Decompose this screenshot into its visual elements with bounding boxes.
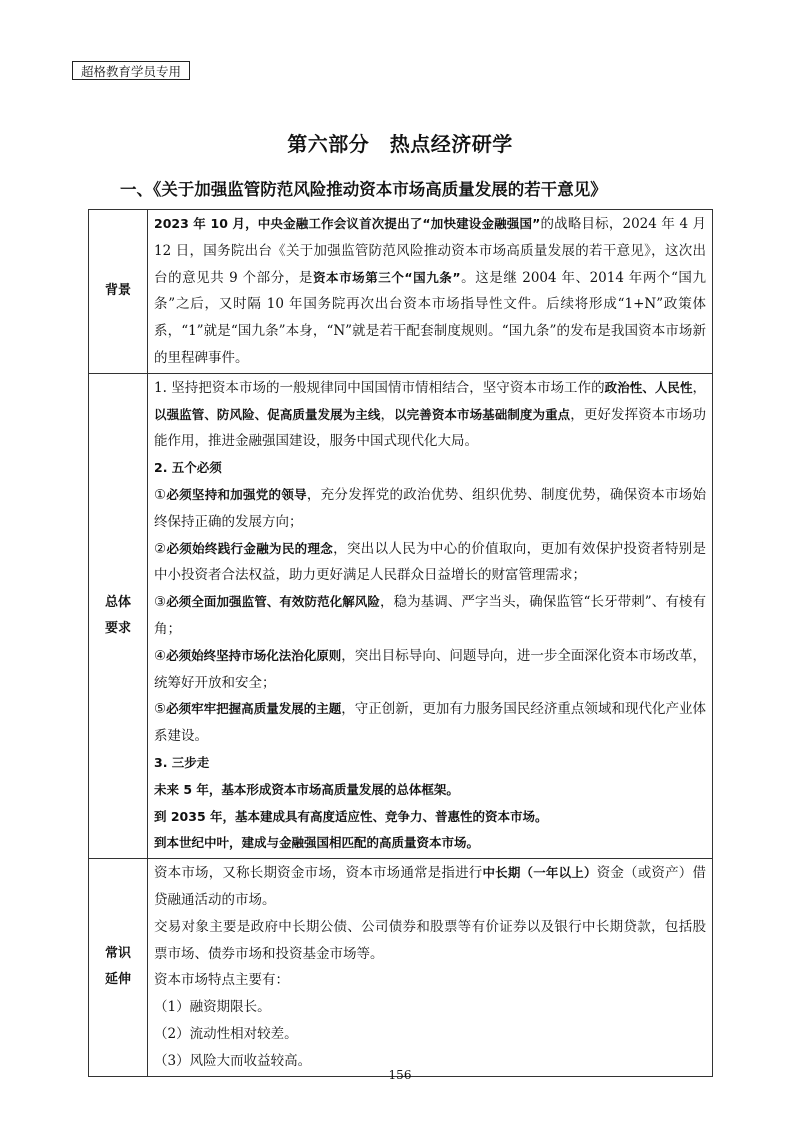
- must-item-3: [154, 589, 706, 643]
- bold-run: 以强监管、防风险、促高质量发展为主线: [154, 406, 381, 422]
- policy-table: [88, 209, 713, 1077]
- page-number: 156: [388, 1068, 412, 1082]
- text-run: ④: [154, 647, 167, 664]
- must-item-1: [154, 482, 706, 536]
- bold-run: 必须始终坚持市场化法治化原则: [166, 647, 342, 663]
- text-run: ，突出目标导向、问题导向，进一步全面深化资本市场改革，统筹好开放和安全；: [154, 647, 707, 691]
- three-steps-heading: 3. 三步走: [154, 754, 210, 770]
- definition-paragraph: [154, 860, 706, 914]
- step-item-1: 未来 5 年，基本形成资本市场高质量发展的总体框架。: [154, 781, 459, 797]
- text-run: ，充分发挥党的政治优势、组织优势、制度优势，确保资本市场始终保持正确的发展方向；: [154, 486, 706, 530]
- bold-run: “加快建设金融强国”: [422, 216, 541, 231]
- row-label-knowledge: [89, 859, 148, 1076]
- text-run: ，稳为基调、严字当头，确保监管“长牙带刺”、有棱有角；: [154, 594, 706, 637]
- label-text-line2: 延伸: [104, 972, 131, 988]
- must-item-5: [154, 696, 706, 750]
- bold-run: 必须坚持和加强党的领导: [166, 486, 307, 502]
- text-run: 的战略目标，2024 年 4 月 12 日，国务院出台《关于加强监管防范风险推动资本市场高质量发展的若干意见》，这次出台的意见共 9 个部分，是: [154, 216, 706, 286]
- background-paragraph: [154, 211, 706, 372]
- section-title: 一、《关于加强监管防范风险推动资本市场高质量发展的若干意见》: [120, 180, 607, 199]
- row-background: [89, 210, 713, 374]
- bold-run: 必须牢牢把握高质量发展的主题: [166, 701, 342, 717]
- text-run: 1. 坚持把资本市场的一般规律同中国国情市情相结合，坚守资本市场工作的: [154, 379, 605, 396]
- features-intro: 资本市场特点主要有：: [154, 972, 289, 989]
- feature-item-3: （3）风险大而收益较高。: [154, 1052, 312, 1069]
- overall-content: [148, 373, 713, 858]
- bold-run: 必须始终践行金融为民的理念: [166, 540, 334, 556]
- feature-item-2: （2）流动性相对较差。: [154, 1025, 298, 1042]
- text-run: ，更好发挥资本市场功能作用，推进金融强国建设，服务中国式现代化大局。: [154, 406, 707, 450]
- text-run: ①: [154, 486, 167, 503]
- step-item-2: 到 2035 年，基本建成具有高度适应性、竞争力、普惠性的资本市场。: [154, 808, 548, 824]
- text-run: 资本市场，又称长期资金市场，资本市场通常是指进行: [154, 865, 483, 882]
- bold-run: 政治性、人民性: [604, 379, 693, 395]
- text-run: ②: [154, 540, 167, 557]
- row-label-overall: [89, 373, 148, 858]
- must-item-4: [154, 643, 706, 697]
- row-knowledge: [89, 859, 713, 1076]
- principle-paragraph: [154, 375, 706, 455]
- text-run: ③: [154, 594, 167, 611]
- text-run: ，守正创新，更加有力服务国民经济重点领域和现代化产业体系建设。: [154, 701, 707, 745]
- label-text-line2: 要求: [104, 620, 131, 636]
- text-run: ，: [692, 379, 706, 396]
- text-run: ，: [380, 406, 395, 423]
- bold-run: 以完善资本市场基础制度为重点: [394, 406, 571, 422]
- text-run: ，突出以人民为中心的价值取向，更加有效保护投资者特别是中小投资者合法权益，助力更好满足人民群众日益增长的财富管理需求；: [154, 540, 706, 584]
- bold-run: 资本市场第三个“国九条”: [312, 269, 461, 285]
- text-run: 。这是继 2004 年、2014 年两个“国九条”之后，又时隔 10 年国务院再次出台资本市场指导性文件。后续将形成“1+N”政策体系，“1”就是“国九条”本身，“N”就是若干配套制度规则。“国九条”的发布是我国资本市场新的里程碑事件。: [154, 269, 706, 366]
- label-text: 背景: [104, 283, 131, 299]
- background-content: [148, 210, 713, 374]
- bold-run: 中长期（一年以上）: [482, 865, 597, 881]
- bold-run: 2023 年 10 月，中央金融工作会议首次提出了: [154, 216, 423, 231]
- five-musts-heading: 2. 五个必须: [154, 460, 222, 476]
- feature-item-1: （1）融资期限长。: [154, 999, 271, 1016]
- label-text-line1: 总体: [104, 594, 131, 610]
- must-item-2: [154, 536, 706, 590]
- row-overall: [89, 373, 713, 858]
- label-text-line1: 常识: [104, 946, 131, 962]
- bold-run: 必须全面加强监管、有效防范化解风险: [166, 594, 380, 610]
- row-label-background: [89, 210, 148, 374]
- page-title: 第六部分 热点经济研学: [287, 132, 513, 156]
- knowledge-content: [148, 859, 713, 1076]
- watermark-stamp: 超格教育学员专用: [72, 61, 190, 80]
- objects-paragraph: 交易对象主要是政府中长期公债、公司债券和股票等有价证券以及银行中长期贷款，包括股票市场、债券市场和投资基金市场等。: [154, 918, 706, 962]
- text-run: 资金（或资产）借贷融通活动的市场。: [154, 865, 706, 908]
- step-item-3: 到本世纪中叶，建成与金融强国相匹配的高质量资本市场。: [154, 835, 480, 851]
- text-run: ⑤: [154, 701, 167, 718]
